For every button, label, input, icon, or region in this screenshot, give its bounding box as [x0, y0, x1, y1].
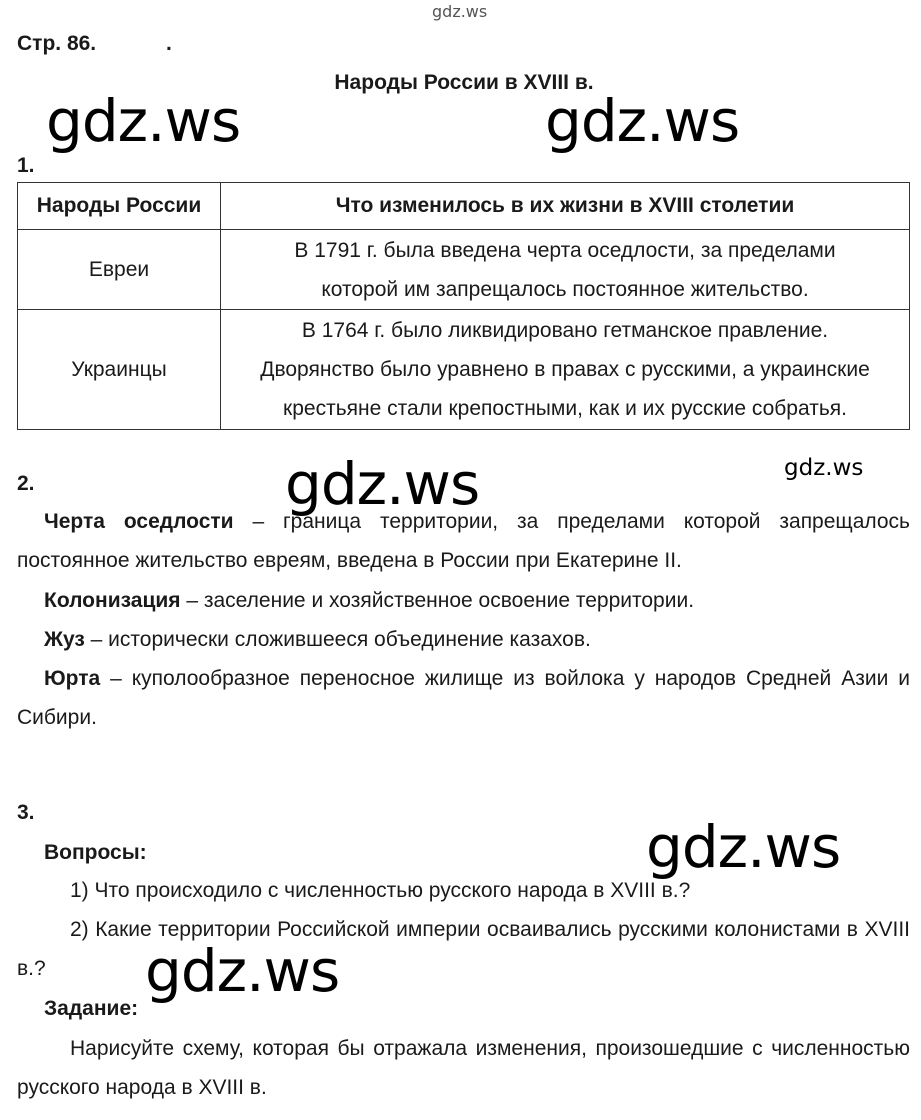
watermark-small: gdz.ws: [784, 455, 864, 481]
table-row: [18, 230, 910, 310]
watermark: gdz.ws: [145, 937, 340, 1005]
cell-line: В 1764 г. было ликвидировано гетманское правление.: [301, 319, 829, 342]
cell-line: крестьяне стали крепостными, как и их русские собратья.: [283, 397, 847, 420]
task-label: Задание:: [44, 997, 139, 1020]
term: Юрта: [44, 667, 101, 690]
page-reference: [17, 32, 172, 56]
table-cell-changes: [221, 230, 910, 310]
question: 1) Что происходило с численностью русского народа в XVIII в.?: [70, 879, 691, 902]
table-header-row: [18, 183, 910, 230]
section-3-number: 3.: [17, 801, 35, 824]
peoples-table: [17, 182, 910, 430]
section-1-number: 1.: [17, 154, 35, 177]
definition: – заселение и хозяйственное освоение территории.: [180, 589, 695, 612]
watermark: gdz.ws: [46, 87, 241, 155]
definition: – куполообразное переносное жилище из войлока у народов Средней Азии и Сибири.: [17, 667, 910, 729]
watermark: gdz.ws: [545, 87, 740, 155]
question: 2) Какие территории Российской империи осваивались русскими колонистами в XVIII в.?: [17, 918, 910, 980]
questions-label: Вопросы:: [44, 841, 147, 864]
table-cell-people: Евреи: [18, 230, 221, 310]
watermark-top: gdz.ws: [432, 2, 488, 21]
term: Черта оседлости: [44, 510, 234, 533]
page-title: Народы России в XVIII в.: [334, 71, 594, 94]
term-definition: [17, 659, 910, 737]
cell-line: Дворянство было уравнено в правах с русскими, а украинские: [260, 358, 870, 381]
term-definition: [17, 581, 910, 620]
page-reference-dot: .: [165, 32, 172, 55]
definition: – исторически сложившееся объединение казахов.: [84, 628, 591, 651]
cell-line: которой им запрещалось постоянное жительство.: [321, 277, 809, 301]
definition: – граница территории, за пределами которой запрещалось постоянное жительство евреям, введена в России при Екатерине II.: [17, 510, 910, 572]
table-row: [18, 310, 910, 430]
section-2-number: 2.: [17, 472, 35, 495]
term-definition: [17, 620, 910, 659]
watermark: gdz.ws: [285, 450, 480, 518]
page-reference-text: Стр. 86.: [17, 32, 97, 55]
table-header-peoples: Народы России: [18, 183, 221, 230]
cell-line: В 1791 г. была введена черта оседлости, за пределами: [294, 238, 836, 262]
term: Жуз: [44, 628, 85, 651]
table-cell-changes: [221, 310, 910, 430]
task-text: Нарисуйте схему, которая бы отражала изменения, произошедшие с численностью русского народа в XVIII в.: [17, 1037, 910, 1099]
term: Колонизация: [44, 589, 181, 612]
table-cell-people: Украинцы: [18, 310, 221, 430]
watermark: gdz.ws: [646, 813, 841, 881]
table-header-changes: Что изменилось в их жизни в XVIII столетии: [221, 183, 910, 230]
